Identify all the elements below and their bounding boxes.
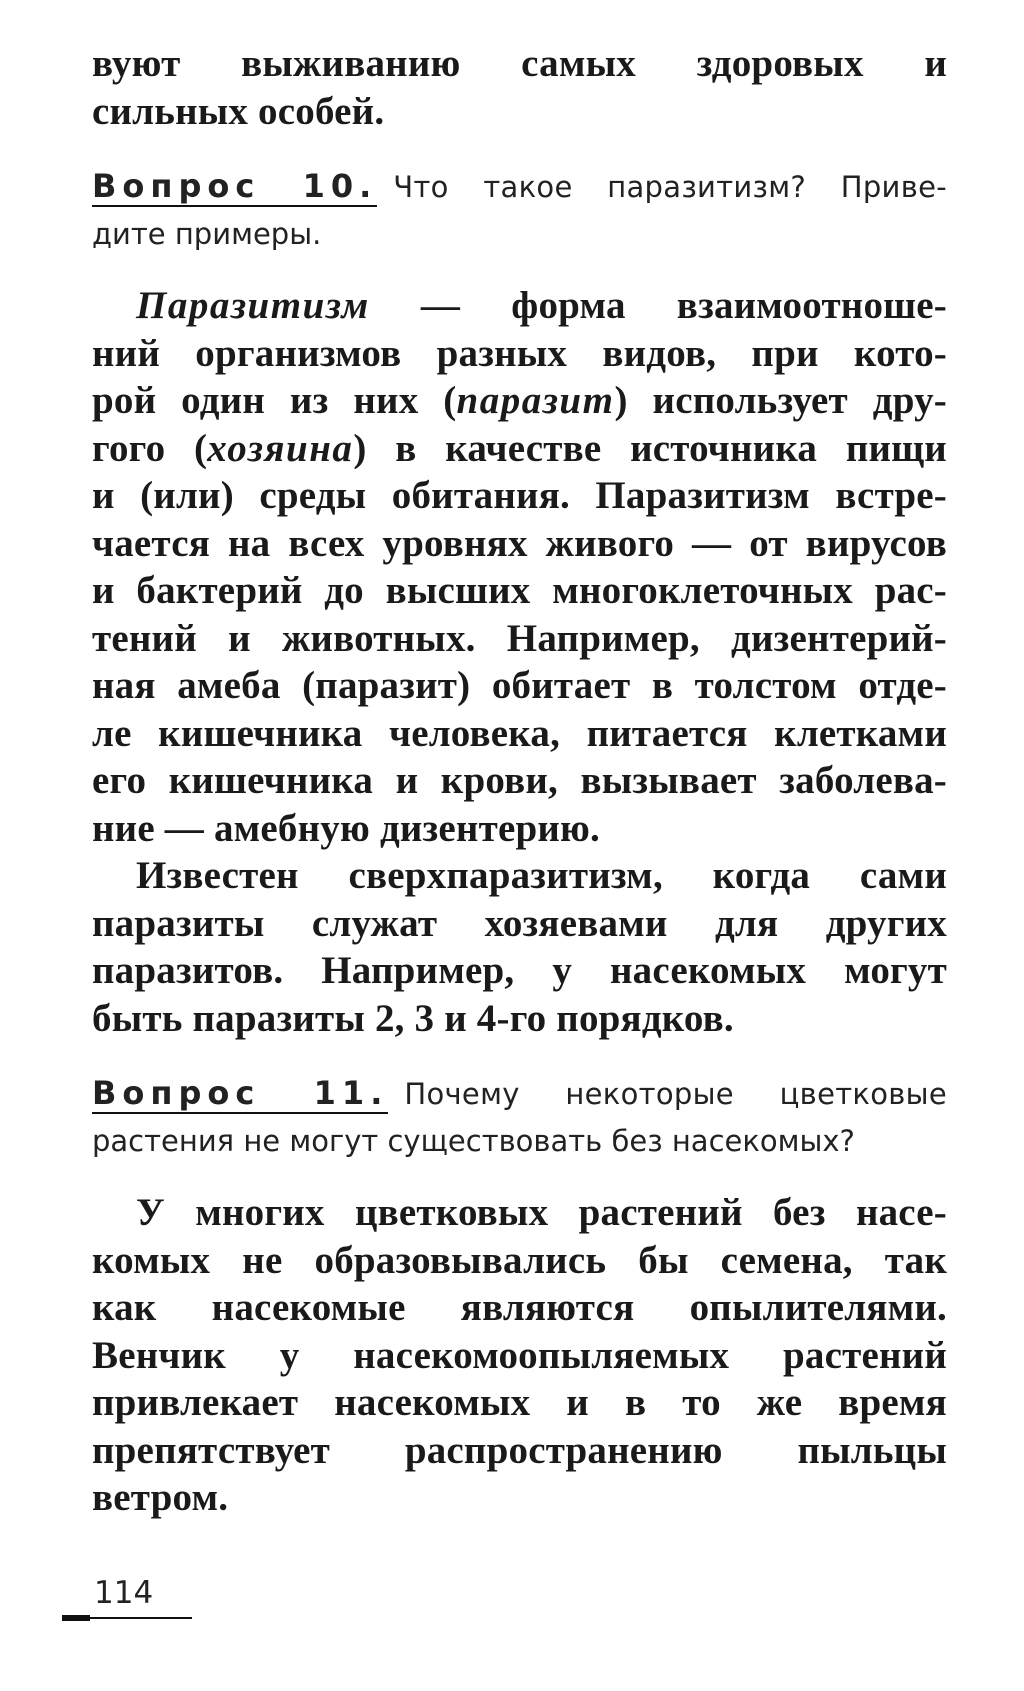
text-line: ная амеба (паразит) обитает в толстом отде- — [92, 664, 947, 707]
term-host: хозяина — [207, 426, 354, 470]
text-line: ние — амебную дизентерию. — [92, 806, 600, 850]
text-line: как насекомые являются опылителями. — [92, 1286, 947, 1329]
question-10 — [92, 163, 947, 258]
question-11-line-2: растения не могут существовать без насекомых? — [92, 1124, 855, 1158]
text-line: и бактерий до высших многоклеточных рас- — [92, 569, 947, 612]
text-line: Венчик у насекомоопыляемых растений — [92, 1333, 947, 1377]
text-line: быть паразиты 2, 3 и 4-го порядков. — [92, 996, 734, 1040]
question-11-line-1 — [92, 1070, 947, 1118]
intro-paragraph — [92, 40, 947, 135]
question-11 — [92, 1070, 947, 1165]
text-line: и (или) среды обитания. Паразитизм встре- — [92, 474, 947, 517]
text-line: его кишечника и крови, вызывает заболева- — [92, 759, 947, 802]
text-line: Известен сверхпаразитизм, когда сами — [136, 854, 947, 897]
text-line: паразитов. Например, у насекомых могут — [92, 949, 947, 992]
question-10-line-2: дите примеры. — [92, 217, 322, 251]
book-page — [92, 40, 947, 1522]
text-line: комых не образовывались бы семена, так — [92, 1238, 947, 1282]
text-line: паразиты служат хозяевами для других — [92, 901, 947, 945]
text-line: привлекает насекомых и в то же время — [92, 1381, 947, 1424]
term-parasitism: Паразитизм — [136, 284, 370, 327]
text-line: гого (хозяина) в качестве источника пищи — [92, 426, 947, 470]
text-line: сильных особей. — [92, 89, 385, 133]
footer-rule — [62, 1617, 192, 1619]
question-10-label: Вопрос 10. — [92, 167, 378, 205]
text-line: ветром. — [92, 1476, 229, 1519]
text-line: ний организмов разных видов, при кото- — [92, 331, 947, 375]
question-11-label: Вопрос 11. — [92, 1074, 389, 1112]
page-number: 114 — [94, 1575, 154, 1611]
text-line: У многих цветковых растений без насе- — [136, 1191, 947, 1234]
footer-rule-mark — [62, 1615, 90, 1621]
question-11-text: Почему некоторые цветковые — [404, 1077, 947, 1111]
text-line: тений и животных. Например, дизентерий- — [92, 616, 947, 660]
answer-10-paragraph-1 — [92, 282, 947, 852]
answer-10-paragraph-2 — [92, 852, 947, 1042]
answer-11-paragraph — [92, 1189, 947, 1522]
text-line: препятствует распространению пыльцы — [92, 1428, 947, 1472]
text-line: чается на всех уровнях живого — от вирусов — [92, 521, 947, 565]
question-10-line-1 — [92, 163, 947, 211]
term-parasite: паразит — [456, 379, 615, 422]
text-line: ле кишечника человека, питается клетками — [92, 711, 947, 755]
text-line: рой один из них (паразит) использует дру- — [92, 379, 947, 422]
text-line: Паразитизм — форма взаимоотноше- — [136, 284, 947, 327]
question-10-text: Что такое паразитизм? Приве- — [393, 170, 948, 204]
text-line: вуют выживанию самых здоровых и — [92, 42, 947, 85]
page-footer — [62, 1575, 192, 1619]
